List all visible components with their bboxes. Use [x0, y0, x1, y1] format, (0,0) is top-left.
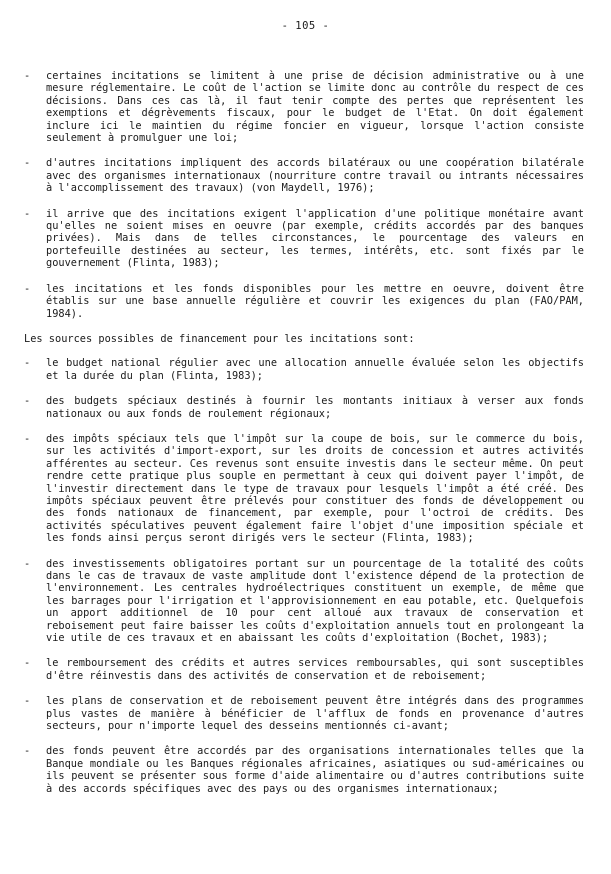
bullet-dash: - — [24, 557, 31, 570]
bullet-dash: - — [24, 70, 31, 82]
bullet-dash: - — [24, 282, 31, 295]
bullet-dash: - — [24, 395, 31, 408]
financing-sources-list — [24, 357, 584, 795]
list-item-text: des fonds peuvent être accordés par des organisations internationales telles que la Banque mondiale ou les Banques régionales africaines, asiatiques ou sud-américaines ou ils peuvent se présenter sous forme d'aide alimentaire ou d'autres contributions suite à des accords spécifiques avec des pays ou des organismes internationaux; — [46, 745, 584, 795]
list-item-text: les plans de conservation et de reboisement peuvent être intégrés dans des programmes plus vastes de manière à bénéficier de l'afflux de fonds en provenance d'autres secteurs, pour n'importe lequel des desseins mentionnés ci-avant; — [46, 695, 584, 733]
list-item — [24, 558, 584, 645]
page-body — [24, 70, 584, 808]
incentive-conditions-list — [24, 70, 584, 320]
list-item-text: d'autres incitations impliquent des accords bilatéraux ou une coopération bilatérale avec des organismes internationaux (nourriture contre travail ou intrants nécessaires à l'accomplissement des travaux) (von Maydell, 1976); — [46, 157, 584, 195]
list-item — [24, 70, 584, 144]
list-item — [24, 433, 584, 545]
list-item — [24, 745, 584, 795]
list-item-text: le budget national régulier avec une allocation annuelle évaluée selon les objectifs et la durée du plan (Flinta, 1983); — [46, 357, 584, 382]
list-item — [24, 695, 584, 732]
list-item — [24, 208, 584, 270]
list-item — [24, 357, 584, 382]
bullet-dash: - — [24, 157, 31, 170]
list-item-text: les incitations et les fonds disponibles pour les mettre en oeuvre, doivent être établis sur une base annuelle régulière et couvrir les exigences du plan (FAO/PAM, 1984). — [46, 282, 584, 320]
list-item-text: des budgets spéciaux destinés à fournir les montants initiaux à verser aux fonds nationaux ou aux fonds de roulement régionaux; — [46, 395, 584, 420]
list-item-text: certaines incitations se limitent à une prise de décision administrative ou à une mesure réglementaire. Le coût de l'action se limite donc au contrôle du respect de ces décisions. Dans ces cas là, il faut tenir compte des pertes que représentent les exemptions et dégrèvements fiscaux, pour le budget de l'Etat. On doit également inclure ici le maintien du régime foncier en vigueur, lorsque l'action consiste seulement à promulguer une loi; — [46, 70, 584, 145]
list-item-text: des investissements obligatoires portant sur un pourcentage de la totalité des coûts dans le cas de travaux de vaste amplitude dont l'existence dépend de la protection de l'environnement. Les centrales hydroélectriques constituent un exemple, de même que les barrages pour l'irrigation et l'approvisionnement en eau potable, etc. Quelquefois un apport additionnel de 10 pour cent alloué aux travaux de conservation et reboisement peut faire baisser les coûts d'exploitation annuels tout en prolongeant la vie utile de ces travaux et en abaissant les coûts d'exploitation (Bochet, 1983); — [46, 557, 584, 645]
list-item — [24, 395, 584, 420]
list-item-text: le remboursement des crédits et autres services remboursables, qui sont susceptibles d'être réinvestis dans des activités de conservation et de reboisement; — [46, 657, 584, 682]
list-item-text: des impôts spéciaux tels que l'impôt sur la coupe de bois, sur le commerce du bois, sur les activités d'import-export, sur les droits de concession et autres activités afférentes au secteur. Ces revenus sont ensuite investis dans le secteur même. On peut rendre cette pratique plus souple en permettant à ceux qui doivent payer l'impôt, de l'investir directement dans le type de travaux pour lesquels l'impôt a été créé. Des impôts spéciaux peuvent être prélevés pour constituer des fonds de développement ou des fonds nationaux de financement, par exemple, pour l'octroi de crédits. Des activités spéculatives peuvent également faire l'objet d'une imposition spéciale et les fonds ainsi perçus seront dirigés vers le secteur (Flinta, 1983); — [46, 432, 584, 545]
list-item — [24, 657, 584, 682]
bullet-dash: - — [24, 745, 31, 758]
list-item — [24, 283, 584, 320]
bullet-dash: - — [24, 357, 31, 370]
list-item-text: il arrive que des incitations exigent l'application d'une politique monétaire avant qu'elles ne soient mises en oeuvre (par exemple, crédits accordés par des banques privées). Mais dans de telles circonstances, le pourcentage des valeurs en portefeuille destinées au secteur, les termes, intérêts, etc. sont fixés par le gouvernement (Flinta, 1983); — [46, 207, 584, 270]
bullet-dash: - — [24, 432, 31, 445]
bullet-dash: - — [24, 207, 31, 220]
bullet-dash: - — [24, 657, 31, 670]
page-number: - 105 - — [281, 20, 330, 32]
financing-sources-intro: Les sources possibles de financement pour les incitations sont: — [24, 332, 415, 345]
bullet-dash: - — [24, 695, 31, 708]
list-item — [24, 157, 584, 194]
